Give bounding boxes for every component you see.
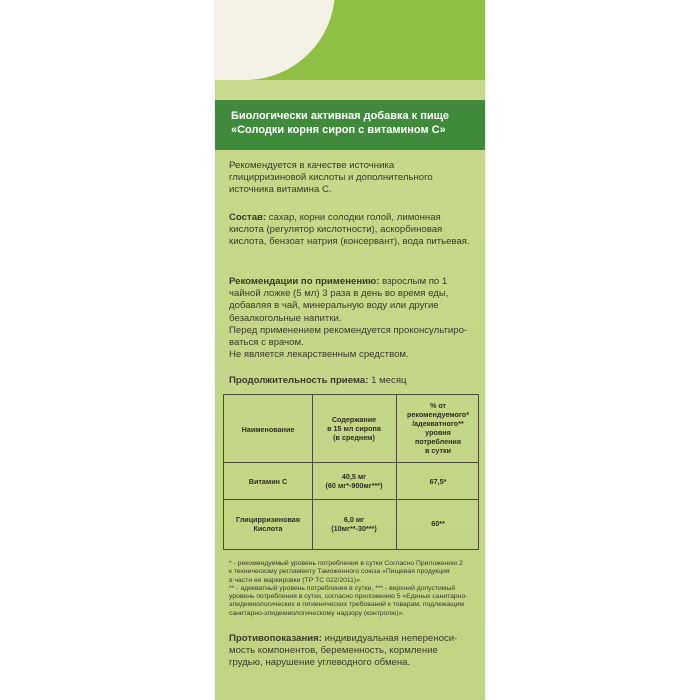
- header-name-cell: [224, 425, 312, 434]
- contraindications-line: мость компонентов, беременность, кормление: [229, 645, 438, 657]
- intro-line: Рекомендуется в качестве источника: [229, 160, 395, 171]
- usage-label: Рекомендации по применению:: [229, 276, 380, 287]
- header-content-line: в 15 мл сиропа: [327, 424, 381, 433]
- header-percent-cell: [396, 401, 480, 455]
- footnote-line: в части ее маркировки (ТР ТС 022/2011)».: [229, 576, 362, 584]
- composition-line: кислота (регулятор кислотности), аскорбиновая: [229, 224, 443, 236]
- usage-line: чайной ложке (5 мл) 3 раза в день во время еды,: [229, 288, 449, 300]
- header-percent-line: /адекватного**: [412, 419, 464, 428]
- header-percent-line: уровня: [425, 428, 451, 437]
- package-side-panel: [215, 0, 485, 700]
- table-divider: [224, 499, 478, 500]
- contraindications-text: индивидуальная непереноси-: [321, 633, 458, 644]
- footnote-line: * - рекомендуемый уровень потребления в сутки Согласно Приложению 2: [229, 560, 463, 567]
- table-divider: [224, 462, 478, 463]
- row-content-line: 6,0 мг: [343, 515, 365, 524]
- usage-text: взрослым по 1: [379, 276, 448, 287]
- footnote-line: уровень потребления в сутки, согласно приложению 5 «Единых санитарно-: [229, 593, 468, 601]
- row-content-line: (60 мг*-900мг***): [325, 481, 383, 490]
- usage-line: безалкогольные напитки.: [229, 312, 342, 324]
- header-content-line: Содержание: [331, 415, 377, 424]
- contraindications-paragraph: [229, 633, 485, 670]
- footnote-line: ** - адекватный уровень потребления в сутки, *** - верхний допустимый: [229, 584, 456, 592]
- composition-label: Состав:: [229, 212, 267, 223]
- table-row-glycyrrhizic-percent: [396, 519, 480, 528]
- header-name: Наименование: [241, 425, 295, 434]
- footnotes: [229, 560, 485, 618]
- usage-line: Перед применением рекомендуется проконсультиро-: [229, 324, 468, 336]
- duration-value: 1 месяц: [368, 375, 407, 386]
- table-row-glycyrrhizic-name: [224, 515, 312, 533]
- table-row-glycyrrhizic-content: [312, 515, 396, 533]
- header-content-cell: [312, 415, 396, 442]
- intro-line: источника витамина С.: [229, 184, 332, 196]
- row-name-line: Глицирризиновая: [236, 515, 300, 524]
- header-percent-line: % от: [429, 401, 447, 410]
- header-percent-line: в сутки: [424, 446, 452, 455]
- footnote-line: санитарно-эпидемиологическому надзору (контролю)».: [229, 609, 405, 617]
- composition-paragraph: [229, 212, 485, 249]
- intro-line: глицирризиновой кислоты и дополнительного: [229, 172, 433, 184]
- product-title-banner: [215, 100, 485, 150]
- footnote-line: эпидемиологических и гигиенических требований к товарам, подлежащим: [229, 601, 465, 609]
- header-content-line: (в среднем): [333, 433, 375, 442]
- usage-line: Не является лекарственным средством.: [229, 349, 409, 361]
- composition-line: кислота, бензоат натрия (консервант), вода питьевая.: [229, 236, 470, 248]
- usage-line: ваться с врачом.: [229, 337, 304, 349]
- table-row-vitamin-c-name: [224, 477, 312, 486]
- header-percent-line: рекомендуемого*: [407, 410, 469, 419]
- product-title-line-1: Биологически активная добавка к пище: [231, 110, 450, 122]
- row-percent: 60**: [431, 519, 445, 528]
- header-percent-line: потребления: [414, 437, 462, 446]
- row-content-line: (10мг**-30***): [331, 524, 377, 533]
- product-title-line-2: «Солодки корня сироп с витамином С»: [231, 124, 446, 136]
- row-percent: 67,5*: [429, 477, 447, 486]
- contraindications-line: грудью, нарушение углеводного обмена.: [229, 657, 411, 669]
- usage-paragraph: [229, 276, 485, 361]
- table-row-vitamin-c-content: [312, 472, 396, 490]
- duration-paragraph: [229, 375, 485, 387]
- nutrition-table: [223, 394, 479, 550]
- footnote-line: к техническому регламенту Таможенного союза «Пищевая продукция: [229, 568, 450, 576]
- contraindications-label: Противопоказания:: [229, 633, 322, 644]
- row-name: Витамин С: [248, 477, 288, 486]
- usage-line: добавляя в чай, минеральную воду или другие: [229, 300, 439, 312]
- composition-text: сахар, корни солодки голой, лимонная: [266, 212, 441, 223]
- table-row-vitamin-c-percent: [396, 477, 480, 486]
- duration-label: Продолжительность приема:: [229, 375, 369, 386]
- row-content-line: 40,5 мг: [341, 472, 367, 481]
- row-name-line: Кислота: [253, 524, 283, 533]
- intro-paragraph: [229, 160, 485, 197]
